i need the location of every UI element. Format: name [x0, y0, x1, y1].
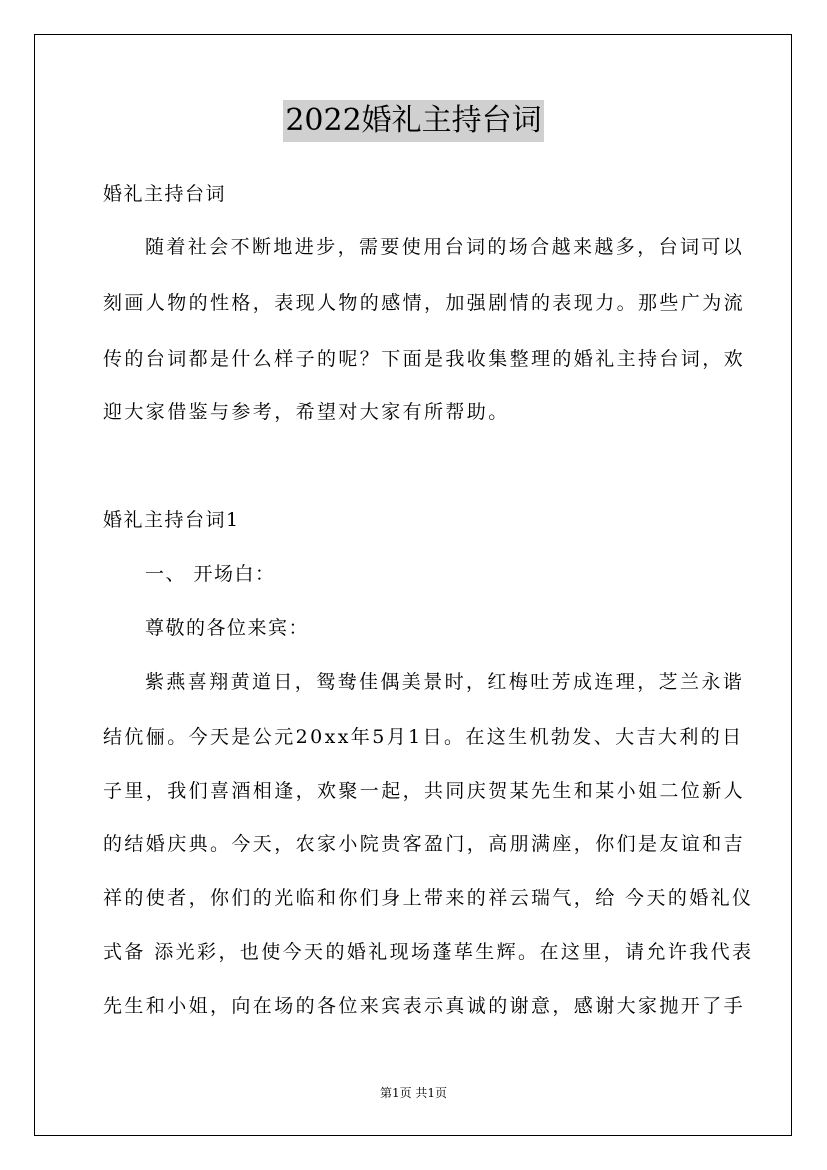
body-line-6: 式备 添光彩，也使今天的婚礼现场蓬荜生辉。在这里，请允许我代表: [103, 941, 754, 963]
intro-line-2: 刻画人物的性格，表现人物的感情，加强剧情的表现力。那些广为流: [103, 292, 746, 314]
body-line-3: 子里，我们喜酒相逢，欢聚一起，共同庆贺某先生和某小姐二位新人: [103, 780, 746, 802]
subheading: 一、 开场白：: [145, 563, 276, 585]
body-line-4: 的结婚庆典。今天，农家小院贵客盈门，高朋满座，你们是友谊和吉: [103, 833, 746, 855]
page-footer: 第1页 共1页: [379, 1086, 448, 1100]
section-heading: 婚礼主持台词1: [103, 509, 240, 531]
intro-line-3: 传的台词都是什么样子的呢？下面是我收集整理的婚礼主持台词，欢: [103, 348, 746, 370]
heading: 婚礼主持台词: [103, 183, 227, 205]
body-line-1: 紫燕喜翔黄道日，鸳鸯佳偶美景时，红梅吐芳成连理，芝兰永谐: [145, 671, 745, 693]
salutation: 尊敬的各位来宾：: [145, 617, 310, 639]
document-title: 2022婚礼主持台词: [283, 100, 543, 142]
body-line-7: 先生和小姐，向在场的各位来宾表示真诚的谢意，感谢大家抛开了手: [103, 995, 746, 1017]
intro-line-1: 随着社会不断地进步，需要使用台词的场合越来越多，台词可以: [145, 236, 745, 258]
body-line-5: 祥的使者，你们的光临和你们身上带来的祥云瑞气，给 今天的婚礼仪: [103, 887, 754, 909]
body-line-2: 结伉俪。今天是公元20xx年5月1日。在这生机勃发、大吉大利的日: [103, 726, 744, 748]
intro-line-4: 迎大家借鉴与参考，希望对大家有所帮助。: [103, 401, 510, 423]
